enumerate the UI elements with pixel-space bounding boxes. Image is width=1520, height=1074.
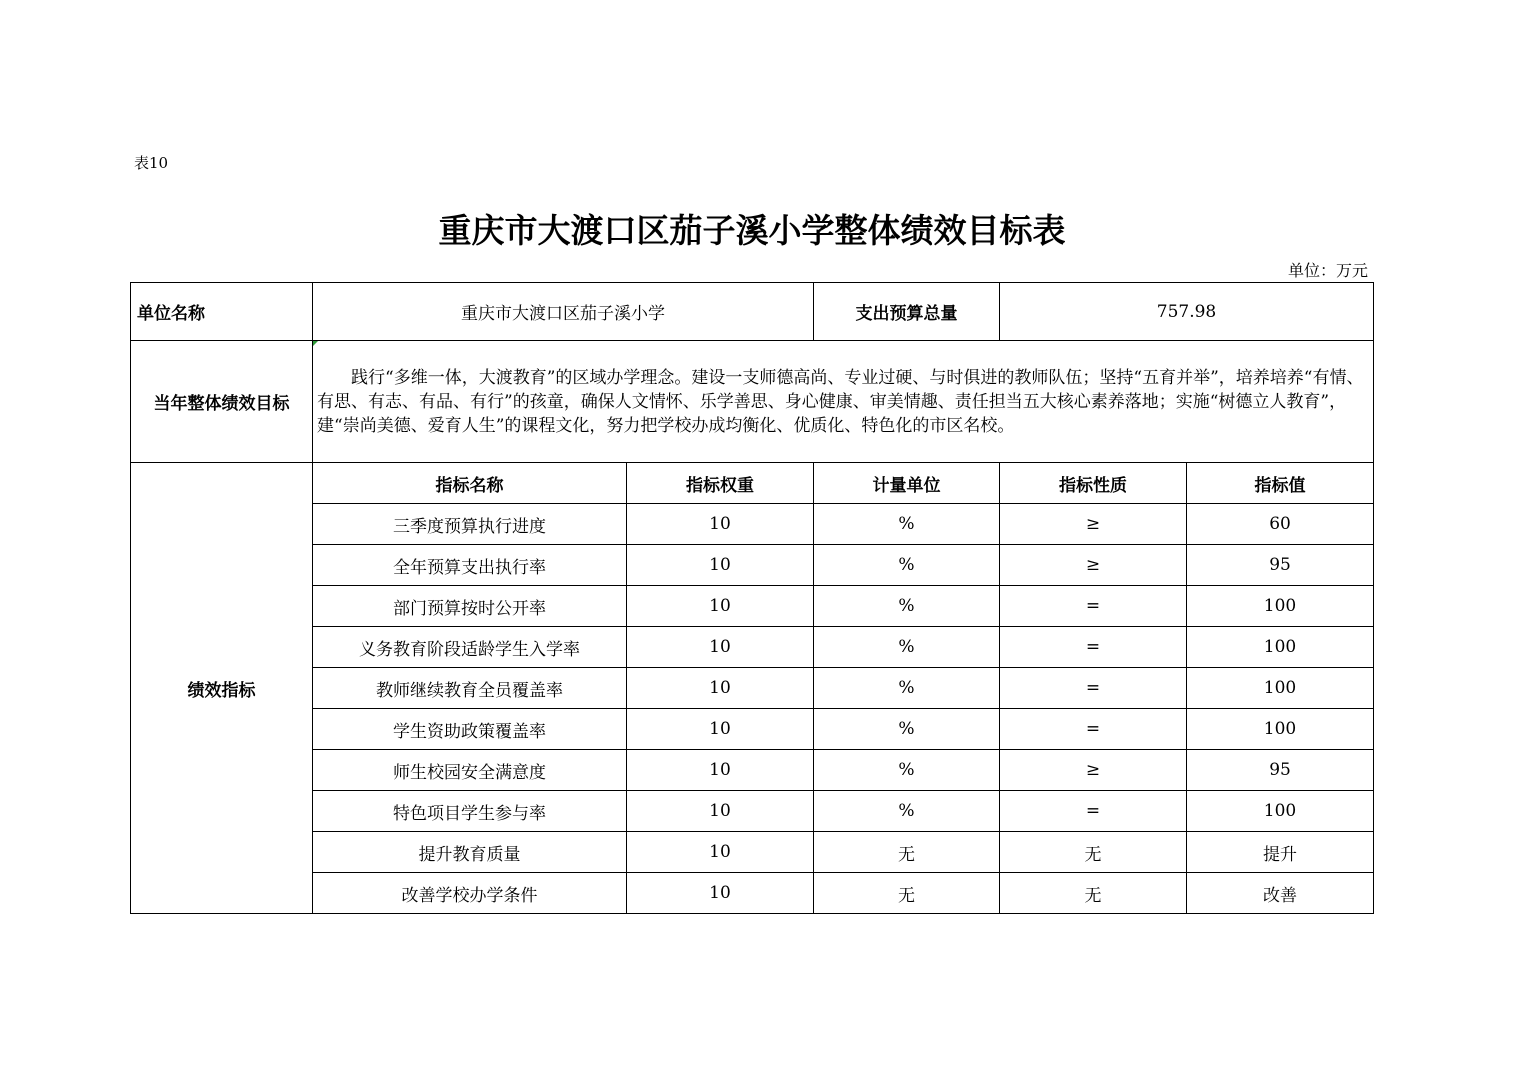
- indicator-name: 特色项目学生参与率: [313, 791, 627, 832]
- indicator-value: 100: [1187, 627, 1374, 668]
- indicator-name: 义务教育阶段适龄学生入学率: [313, 627, 627, 668]
- goal-text-cell: [313, 341, 1374, 463]
- unit-name-value: 重庆市大渡口区茄子溪小学: [313, 283, 814, 341]
- indicator-nature: 无: [1000, 873, 1187, 914]
- indicator-weight: 10: [627, 586, 814, 627]
- unit-note: 单位：万元: [1287, 261, 1368, 280]
- performance-table: [130, 282, 1374, 914]
- indicator-unit: %: [814, 504, 1000, 545]
- table-row: [131, 873, 1374, 914]
- table-row: [131, 668, 1374, 709]
- indicator-unit: %: [814, 627, 1000, 668]
- indicator-weight: 10: [627, 832, 814, 873]
- indicator-weight: 10: [627, 668, 814, 709]
- indicator-unit: %: [814, 586, 1000, 627]
- indicator-weight: 10: [627, 545, 814, 586]
- column-header: 指标名称: [313, 463, 627, 504]
- table-row: [131, 750, 1374, 791]
- indicator-nature: =: [1000, 668, 1187, 709]
- indicator-weight: 10: [627, 709, 814, 750]
- table-row: [131, 709, 1374, 750]
- indicator-name: 教师继续教育全员覆盖率: [313, 668, 627, 709]
- indicator-name: 改善学校办学条件: [313, 873, 627, 914]
- table-row: [131, 545, 1374, 586]
- indicator-value: 100: [1187, 668, 1374, 709]
- indicator-nature: 无: [1000, 832, 1187, 873]
- goal-label: 当年整体绩效目标: [131, 341, 313, 463]
- goal-row: [131, 341, 1374, 463]
- indicator-nature: ≥: [1000, 504, 1187, 545]
- table-row: [131, 832, 1374, 873]
- unit-row: [131, 283, 1374, 341]
- unit-name-label: 单位名称: [131, 283, 313, 341]
- column-header: 指标权重: [627, 463, 814, 504]
- indicator-nature: =: [1000, 791, 1187, 832]
- indicator-unit: %: [814, 750, 1000, 791]
- table-number: 表10: [134, 154, 169, 172]
- indicator-unit: %: [814, 709, 1000, 750]
- indicator-value: 60: [1187, 504, 1374, 545]
- indicator-nature: =: [1000, 627, 1187, 668]
- indicator-value: 改善: [1187, 873, 1374, 914]
- indicator-value: 100: [1187, 586, 1374, 627]
- indicator-unit: %: [814, 545, 1000, 586]
- indicator-unit: %: [814, 791, 1000, 832]
- indicator-name: 部门预算按时公开率: [313, 586, 627, 627]
- indicator-name: 全年预算支出执行率: [313, 545, 627, 586]
- indicator-nature: =: [1000, 709, 1187, 750]
- indicator-value: 提升: [1187, 832, 1374, 873]
- table-row: [131, 504, 1374, 545]
- indicator-unit: %: [814, 668, 1000, 709]
- indicator-name: 学生资助政策覆盖率: [313, 709, 627, 750]
- indicator-name: 提升教育质量: [313, 832, 627, 873]
- indicator-weight: 10: [627, 873, 814, 914]
- budget-value: 757.98: [1000, 283, 1374, 341]
- column-header: 指标值: [1187, 463, 1374, 504]
- indicator-header-row: [131, 463, 1374, 504]
- goal-text: 践行“多维一体，大渡教育”的区域办学理念。建设一支师德高尚、专业过硬、与时俱进的教师队伍；坚持“五育并举”，培养培养“有情、有思、有志、有品、有行”的孩童，确保人文情怀、乐学善思、身心健康、审美情趣、责任担当五大核心素养落地；实施“树德立人教育”，建“崇尚美德、爱育人生”的课程文化，努力把学校办成均衡化、优质化、特色化的市区名校。: [317, 367, 1364, 436]
- indicator-unit: 无: [814, 873, 1000, 914]
- table-row: [131, 627, 1374, 668]
- indicator-name: 师生校园安全满意度: [313, 750, 627, 791]
- page-title: 重庆市大渡口区茄子溪小学整体绩效目标表: [438, 211, 1066, 250]
- table-row: [131, 791, 1374, 832]
- indicator-value: 100: [1187, 791, 1374, 832]
- indicator-name: 三季度预算执行进度: [313, 504, 627, 545]
- table-row: [131, 586, 1374, 627]
- indicator-weight: 10: [627, 504, 814, 545]
- indicator-value: 100: [1187, 709, 1374, 750]
- indicator-nature: ≥: [1000, 750, 1187, 791]
- column-header: 计量单位: [814, 463, 1000, 504]
- indicator-nature: =: [1000, 586, 1187, 627]
- indicator-value: 95: [1187, 750, 1374, 791]
- indicator-weight: 10: [627, 750, 814, 791]
- indicator-nature: ≥: [1000, 545, 1187, 586]
- column-header: 指标性质: [1000, 463, 1187, 504]
- indicator-weight: 10: [627, 791, 814, 832]
- budget-label: 支出预算总量: [814, 283, 1000, 341]
- indicator-weight: 10: [627, 627, 814, 668]
- comment-marker-icon: [313, 341, 318, 346]
- indicator-section-label: 绩效指标: [131, 463, 313, 914]
- indicator-body: [131, 463, 1374, 914]
- indicator-unit: 无: [814, 832, 1000, 873]
- indicator-value: 95: [1187, 545, 1374, 586]
